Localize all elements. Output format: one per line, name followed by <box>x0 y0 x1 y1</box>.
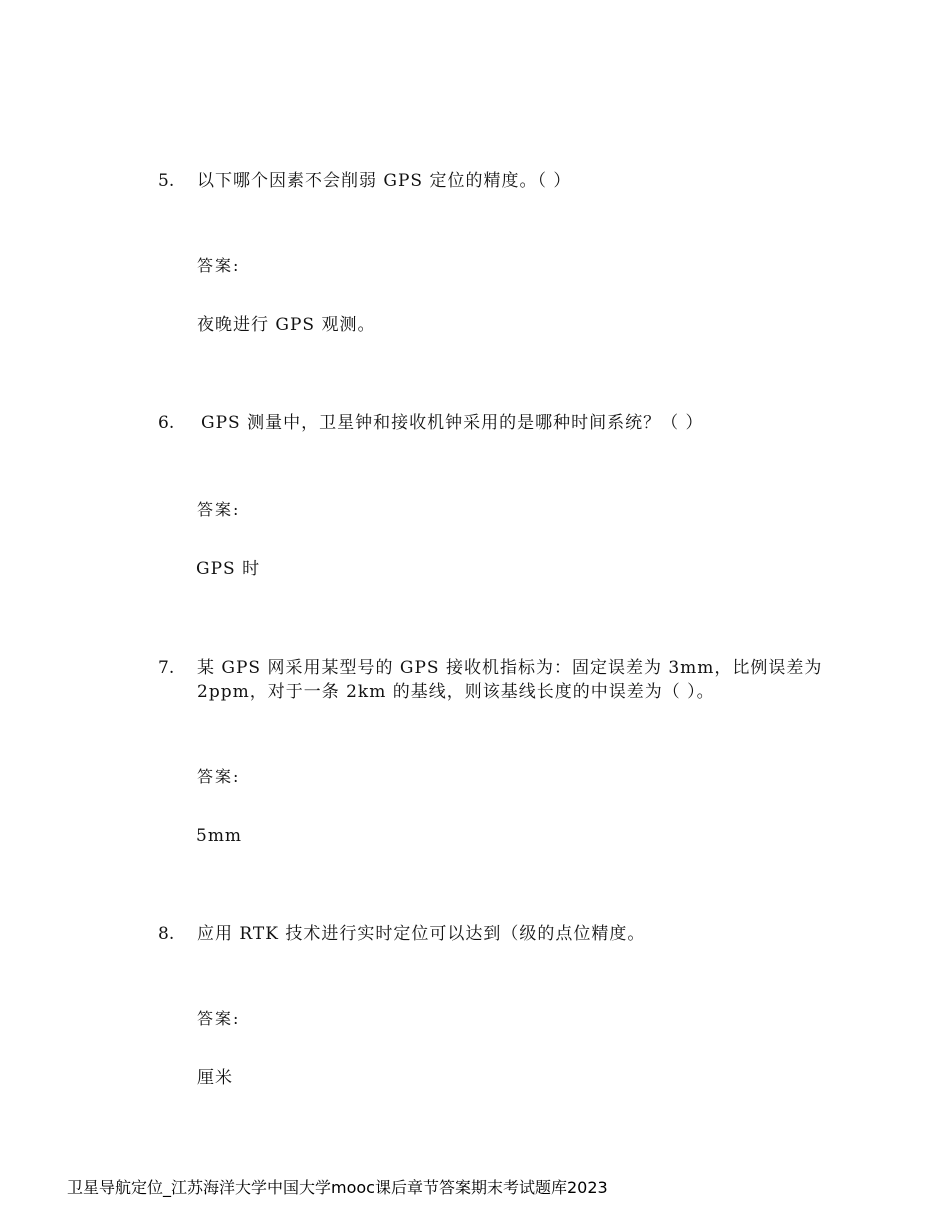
document-footer-title: 卫星导航定位_江苏海洋大学中国大学mooc课后章节答案期末考试题库2023 <box>67 1178 608 1197</box>
question-8-answer: 厘米 <box>197 1068 233 1088</box>
question-8-answer-label: 答案: <box>197 1009 241 1028</box>
question-5-number: 5. <box>158 171 175 191</box>
question-5-answer-label: 答案: <box>197 256 241 275</box>
question-7-answer: 5mm <box>196 826 243 846</box>
question-7-text-line-1: 某 GPS 网采用某型号的 GPS 接收机指标为：固定误差为 3mm，比例误差为 <box>197 658 823 678</box>
question-7-answer-label: 答案: <box>197 767 241 786</box>
question-5-answer: 夜晚进行 GPS 观测。 <box>197 315 376 335</box>
question-6-text: GPS 测量中，卫星钟和接收机钟采用的是哪种时间系统？（ ） <box>201 413 704 433</box>
question-6-answer-label: 答案: <box>197 500 241 519</box>
question-6-answer: GPS 时 <box>196 559 261 579</box>
question-7-number: 7. <box>158 658 175 678</box>
question-8-text: 应用 RTK 技术进行实时定位可以达到（级的点位精度。 <box>197 924 646 944</box>
question-5-text: 以下哪个因素不会削弱 GPS 定位的精度。（ ） <box>197 171 572 191</box>
question-7-text-line-2: 2ppm，对于一条 2km 的基线，则该基线长度的中误差为（ ）。 <box>197 682 715 702</box>
question-6-number: 6. <box>158 413 175 433</box>
question-8-number: 8. <box>158 924 175 944</box>
